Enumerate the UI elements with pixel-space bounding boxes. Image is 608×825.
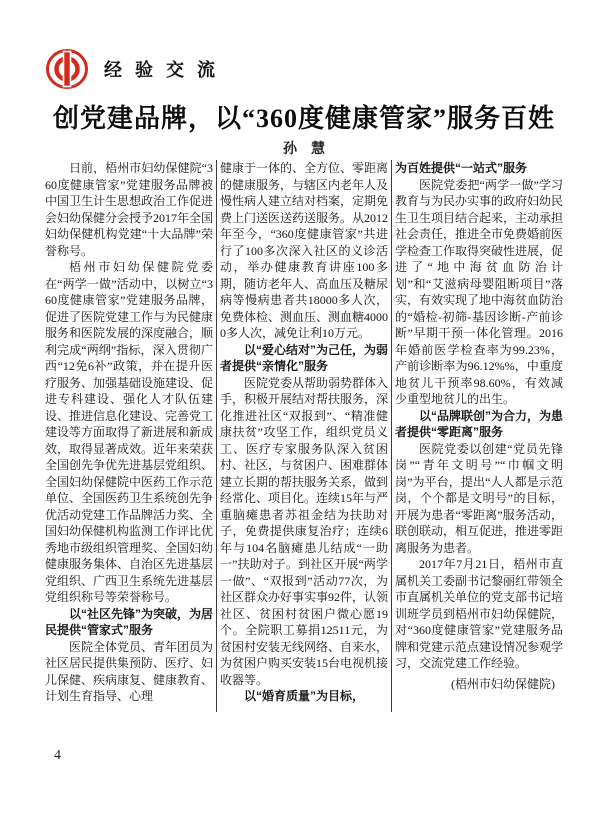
- article-author: 孙 慧: [283, 142, 325, 157]
- paragraph: 健康于一体的、全方位、零距离的健康服务，与辖区内老年人及慢性病人建立结对档案，定期免费上门送医送药送服务。从2012年至今，“360度健康管家”共进行了100多次深入社区的义诊活动，举办健康教育讲座100多期，随访老年人、高血压及糖尿病等慢病患者共18000多人次，免费体检、测血压、测血糖40000多人次，减免让利10万元。: [220, 161, 389, 340]
- text-column: [395, 160, 563, 722]
- page-header: [44, 48, 228, 90]
- attribution: (梧州市妇幼保健院): [451, 676, 555, 691]
- text-column: [220, 160, 388, 722]
- paragraph: 2017年7月21日，梧州市直属机关工委副书记黎丽红带领全市直属机关单位的党支部书记培训班学员到梧州市妇幼保健院，对“360度健康管家”党建服务品牌和党建示范点建设情况参观学习，交流党建工作经验。: [395, 557, 564, 670]
- paragraph: 医院党委从帮助弱势群体入手，积极开展结对帮扶服务，深化推进社区“双报到”、“精准健康扶贫”攻坚工作，组织党员义工、医疗专家服务队深入贫困村、社区，与贫困户、困难群体建立长期的帮扶服务关系，做到经常化、项目化。连续15年与严重脑瘫患者苏祖金结为扶助对子，免费提供康复治疗；连续6年与104名脑瘫患儿结成“一助一”扶助对子。到社区开展“两学一做”、“双报到”活动77次，为社区群众办好事实事92件，认领社区、贫困村贫困户微心愿19个。全院职工募捐12511元，为贫困村安装无线网络、自来水，为贫困户购买安装15台电视机接收器等。: [220, 375, 389, 687]
- paragraph: 医院党委把“两学一做”学习教育与为民办实事的政府妇幼民生卫生项目结合起来，主动承担社会责任，推进全市免费婚前医学检查工作取得突破性进展，促进了“地中海贫血防治计划”和“艾滋病母婴阻断项目”落实，有效实现了地中海贫血防治的“婚检-初筛-基因诊断-产前诊断”早期干预一体化管理。2016年婚前医学检查率为99.23%，产前诊断率为96.12%%，中重度地贫儿干预率98.60%，有效减少重型地贫儿的出生。: [395, 177, 564, 406]
- column-divider: [216, 160, 217, 712]
- text-column: [45, 160, 213, 722]
- article-body: [45, 160, 563, 722]
- column-divider: [391, 160, 392, 712]
- paragraph: 医院全体党员、青年团员为社区居民提供集预防、医疗、妇儿保健、疾病康复、健康教育、计划生育指导、心理: [45, 639, 214, 703]
- article-title: 创党建品牌，以“360度健康管家”服务百姓: [52, 104, 555, 133]
- subheading: 以“社区先锋”为突破，为居民提供“管家式”服务: [45, 606, 214, 637]
- trade-union-logo-icon: [44, 48, 90, 90]
- subheading: 为百姓提供“一站式”服务: [395, 161, 528, 175]
- subheading: 以“爱心结对”为己任，为弱者提供“亲情化”服务: [220, 342, 389, 373]
- paragraph: 梧州市妇幼保健院党委在“两学一做”活动中，以树立“360度健康管家”党建服务品牌，促进了医院党建工作与为民健康服务和医院发展的深度融合，顺利完成“两纲”指标，深入贯彻广西“12免6补”政策，并在提升医疗服务、加强基础设施建设、促进专科建设、强化人才队伍建设、推进信息化建设、完善党工建设等方面取得了新进展和新成效，取得显著成效。近年来荣获全国创先争优先进基层党组织、全国妇幼保健院中医药工作示范单位、全国医药卫生系统创先争优活动党建工作品牌活力奖、全国妇幼保健机构监测工作评比优秀地市级组织管理奖、全国妇幼健康服务集体、自治区先进基层党组织、广西卫生系统先进基层党组织称号等荣誉称号。: [45, 260, 214, 604]
- paragraph: 日前，梧州市妇幼保健院“360度健康管家”党建服务品牌被中国卫生计生思想政治工作促进会妇幼保健分会授予2017年全国妇幼保健机构党建“十大品牌”荣誉称号。: [45, 161, 214, 258]
- section-label: 经验交流: [104, 60, 228, 80]
- subheading: 以“品牌联创”为合力，为患者提供“零距离”服务: [395, 408, 564, 439]
- paragraph: 医院党委以创建“党员先锋岗”“青年文明号”“巾帼文明岗”为平台，提出“人人都是示范岗，个个都是文明号”的目标，开展为患者“零距离”服务活动，联创联动，相互促进，推进零距离服务为患者。: [395, 441, 564, 555]
- page-number: 4: [54, 748, 61, 763]
- subheading: 以“婚育质量”为目标，: [244, 689, 365, 703]
